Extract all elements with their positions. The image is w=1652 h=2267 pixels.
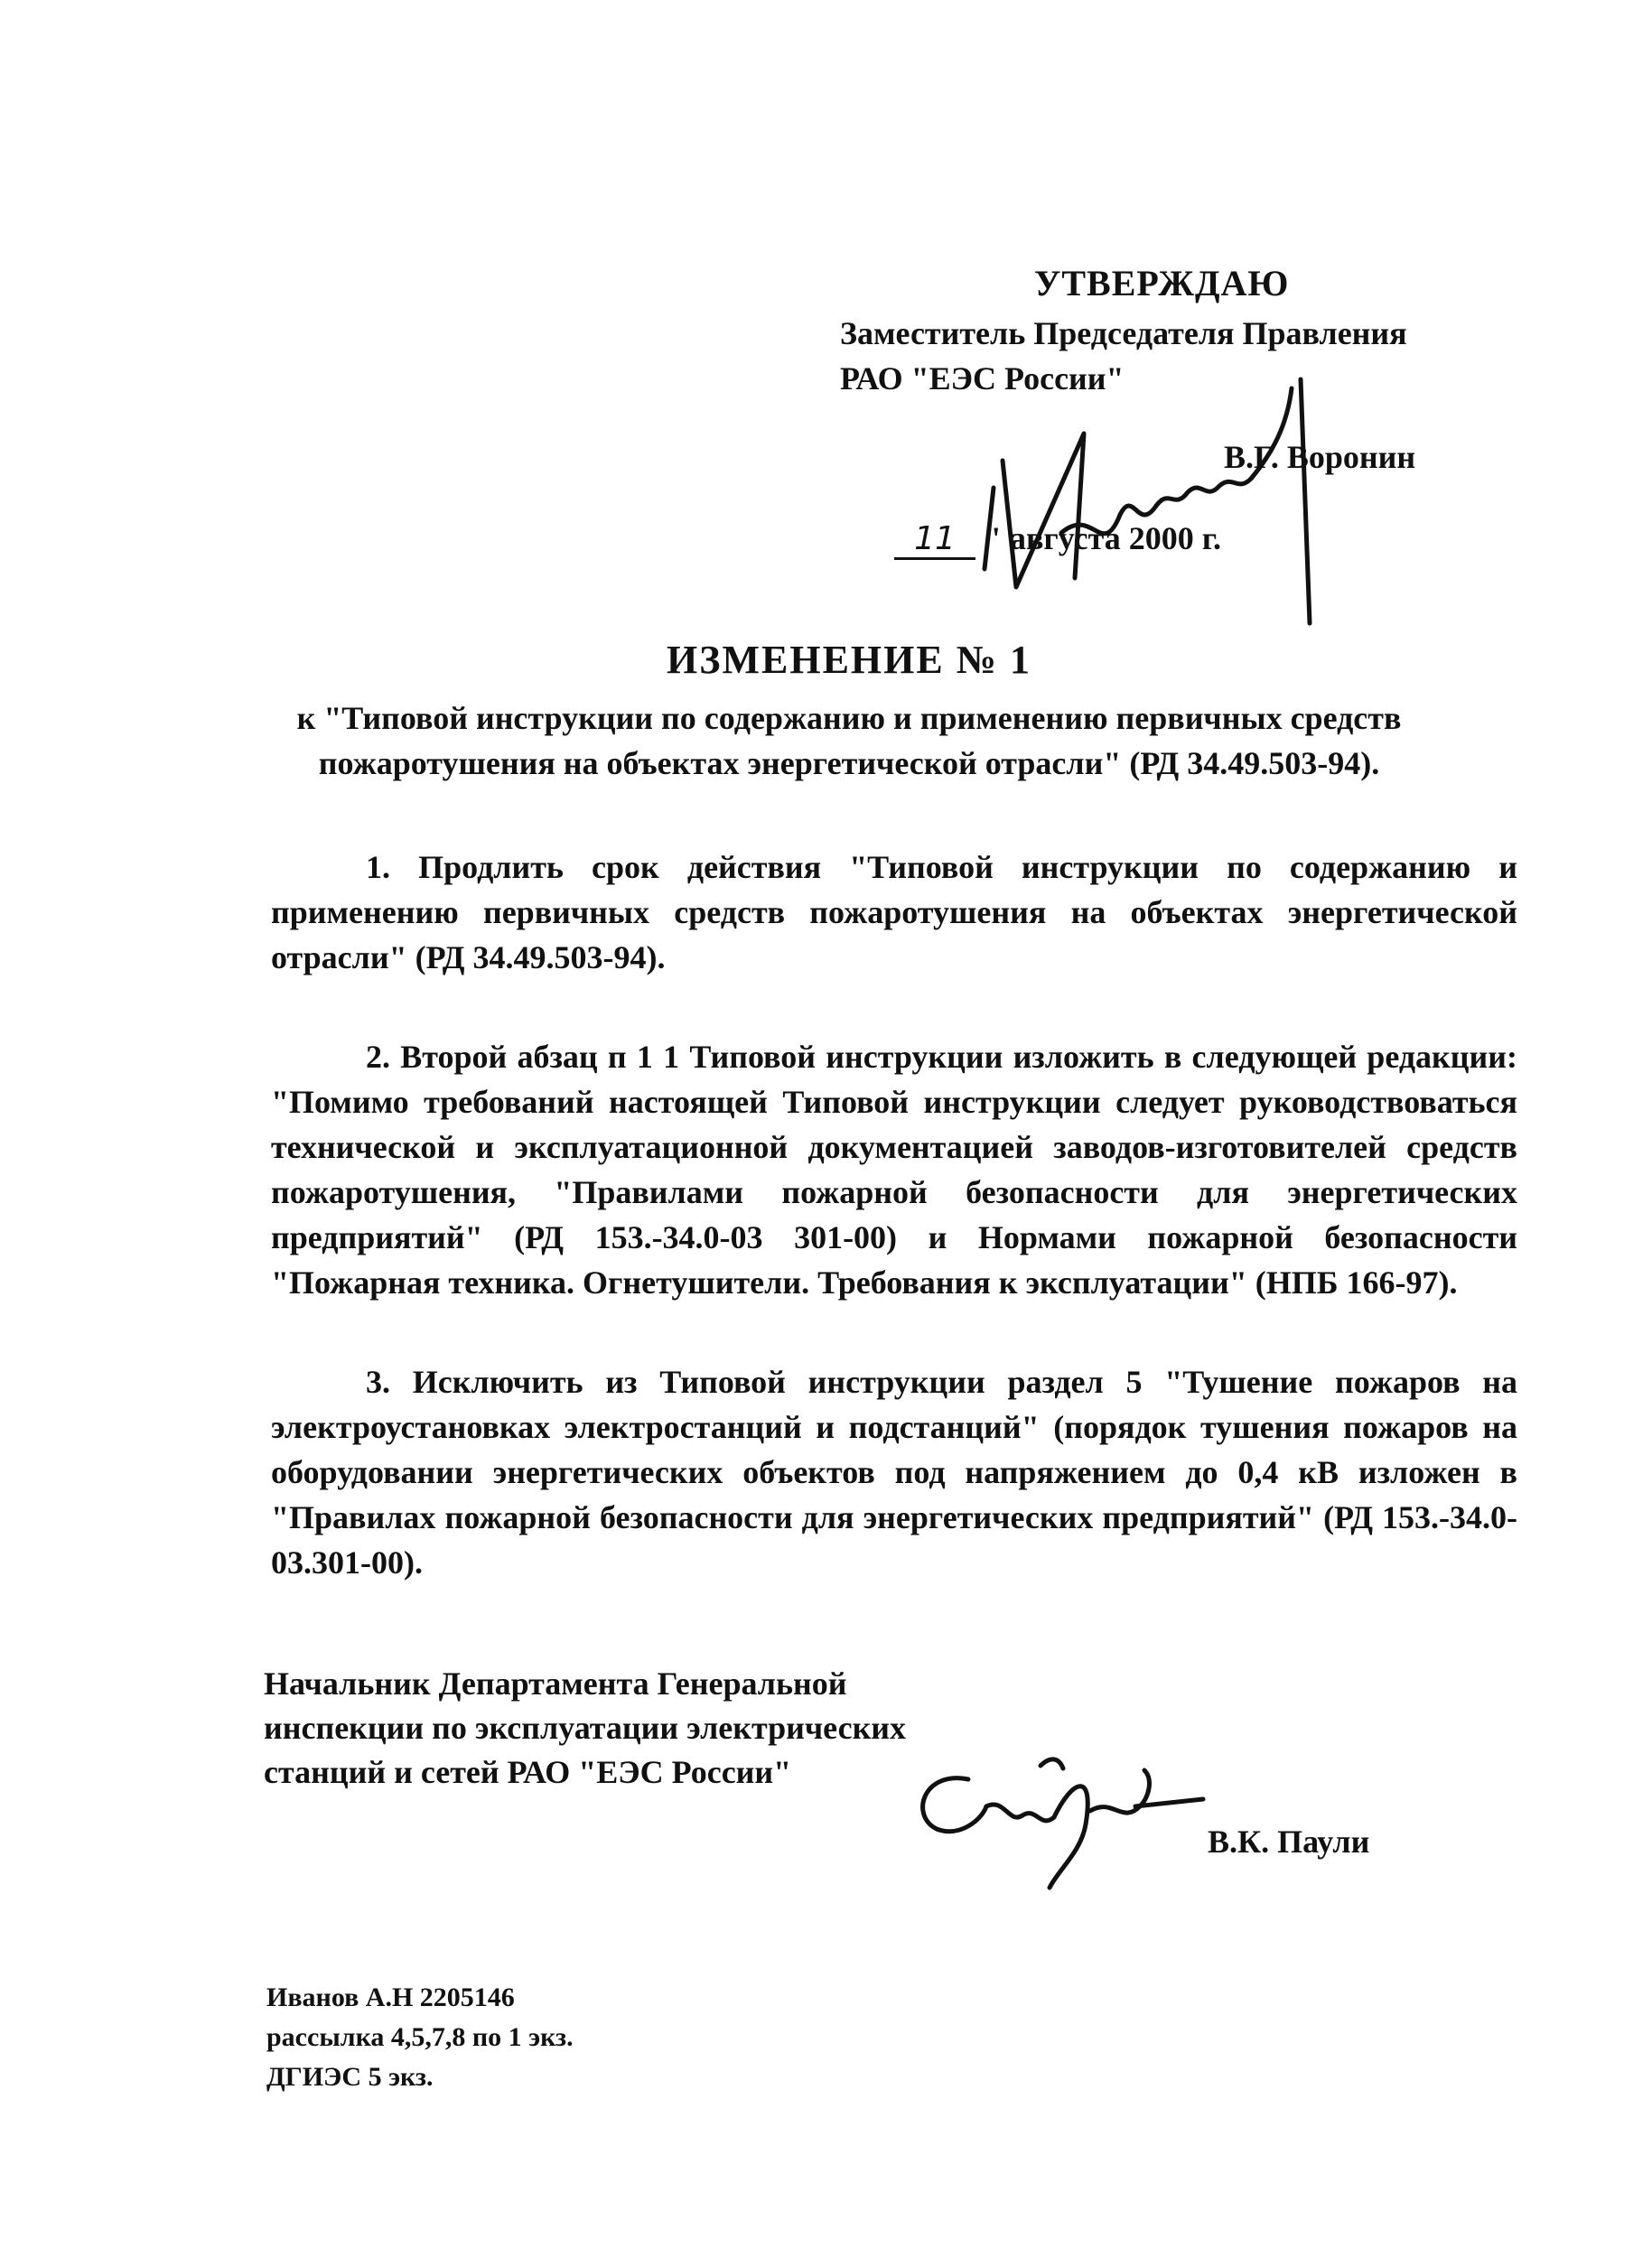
date-month-year: " августа 2000 г.: [984, 520, 1222, 556]
approval-heading: УТВЕРЖДАЮ: [1034, 263, 1290, 303]
document-subtitle-line2: пожаротушения на объектах энергетической отрасли" (РД 34.49.503-94).: [318, 745, 1380, 781]
paragraph-2: 2. Второй абзац п 1 1 Типовой инструкции изложить в следующей редакции: "Помимо требований настоящей Типовой инструкции следует руководствоваться технической и эксплуатационной документацией заводов-изготовителей средств пожаротушения, "Правилами пожарной безопасности для энергетических предприятий" (РД 153.-34.0-03 301-00) и Нормами пожарной безопасности "Пожарная техника. Огнетушители. Требования к эксплуатации" (НПБ 166-97).: [271, 1039, 1517, 1301]
paragraph-3: 3. Исключить из Типовой инструкции раздел 5 "Тушение пожаров на электроустановках электростанций и подстанций" (порядок тушения пожаров на оборудовании энергетических объектов под напряжением до 0,4 кВ изложен в "Правилах пожарной безопасности для энергетических предприятий" (РД 153.-34.0-03.301-00).: [271, 1364, 1517, 1581]
signer-name: В.К. Паули: [1208, 1824, 1370, 1860]
signer-position: Начальник Департамента Генеральной инспекции по эксплуатации электрических станций и сетей РАО "ЕЭС России": [264, 1665, 907, 1790]
approval-block: [840, 253, 1563, 632]
note-copies: ДГИЭС 5 экз.: [266, 2062, 434, 2092]
signer-signature: [905, 1743, 1212, 1897]
approver-signature: [975, 352, 1355, 659]
note-executor: Иванов А.Н 2205146: [266, 1982, 515, 2012]
document-title-block: [217, 637, 1481, 786]
approver-name: В.Г. Воронин: [1224, 439, 1416, 475]
document-body: [271, 844, 1517, 1639]
approval-date: [894, 519, 1221, 560]
signature-block: [264, 1662, 1528, 1897]
distribution-notes: [266, 1978, 574, 2097]
note-distribution: рассылка 4,5,7,8 по 1 экз.: [266, 2022, 574, 2052]
document-title: ИЗМЕНЕНИЕ № 1: [667, 638, 1031, 682]
document-subtitle-line1: к "Типовой инструкции по содержанию и применению первичных средств: [296, 700, 1402, 736]
approver-position: Заместитель Председателя Правления: [840, 315, 1407, 351]
paragraph-1: 1. Продлить срок действия "Типовой инструкции по содержанию и применению первичных средств пожаротушения на объектах энергетической отрасли" (РД 34.49.503-94).: [271, 849, 1517, 975]
date-day: 11: [894, 520, 975, 560]
approver-organization: РАО "ЕЭС России": [840, 360, 1125, 396]
